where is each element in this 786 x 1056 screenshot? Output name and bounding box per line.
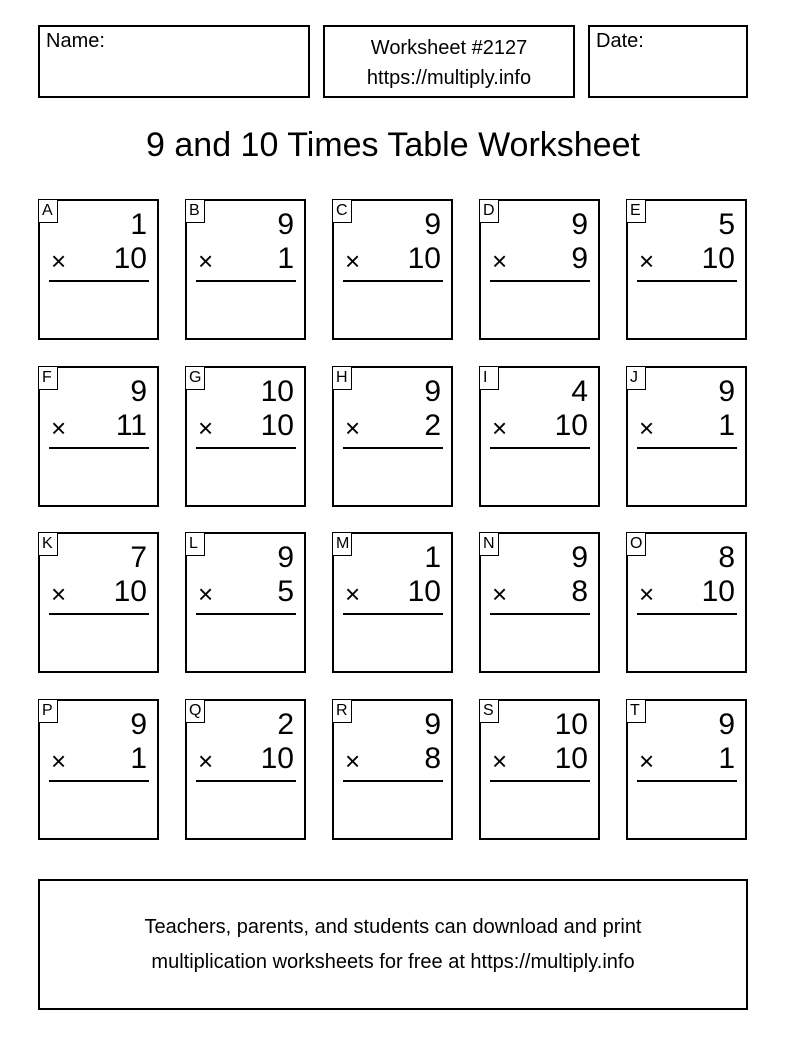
multiplier: 1 — [277, 242, 294, 275]
answer-line — [196, 780, 296, 782]
problem-card[interactable] — [626, 366, 747, 507]
multiplier: 10 — [260, 409, 294, 442]
times-sign: × — [639, 579, 655, 609]
multiplier: 10 — [407, 242, 441, 275]
answer-line — [343, 780, 443, 782]
footer-line-2: multiplication worksheets for free at https://multiply.info — [151, 951, 635, 973]
problem-label: D — [479, 199, 499, 223]
multiplier: 10 — [554, 742, 588, 775]
problem-label: C — [332, 199, 352, 223]
multiplier: 5 — [277, 575, 294, 608]
multiplicand: 9 — [571, 208, 588, 241]
multiplier: 2 — [424, 409, 441, 442]
multiplicand: 9 — [424, 208, 441, 241]
times-sign: × — [198, 746, 214, 776]
multiplier: 1 — [130, 742, 147, 775]
answer-line — [49, 447, 149, 449]
problem-card[interactable] — [332, 532, 453, 673]
multiplier: 8 — [424, 742, 441, 775]
problem-card[interactable] — [332, 199, 453, 340]
problem-card[interactable] — [332, 366, 453, 507]
multiplier: 11 — [115, 409, 147, 442]
problem-card[interactable] — [185, 366, 306, 507]
problem-card[interactable] — [332, 699, 453, 840]
multiplicand: 10 — [260, 375, 294, 408]
problem-label: J — [626, 366, 646, 390]
multiplicand: 9 — [424, 708, 441, 741]
problem-label: I — [479, 366, 499, 390]
times-sign: × — [51, 246, 67, 276]
problem-label: N — [479, 532, 499, 556]
answer-line — [49, 780, 149, 782]
answer-line — [637, 780, 737, 782]
times-sign: × — [345, 413, 361, 443]
problem-label: S — [479, 699, 499, 723]
problem-label: Q — [185, 699, 205, 723]
multiplier: 10 — [113, 575, 147, 608]
answer-line — [490, 447, 590, 449]
times-sign: × — [492, 413, 508, 443]
answer-line — [637, 280, 737, 282]
problem-card[interactable] — [626, 699, 747, 840]
problem-card[interactable] — [38, 699, 159, 840]
multiplier: 1 — [718, 409, 735, 442]
multiplier: 8 — [571, 575, 588, 608]
multiplicand: 9 — [718, 708, 735, 741]
multiplicand: 9 — [277, 541, 294, 574]
problem-label: K — [38, 532, 58, 556]
problem-card[interactable] — [479, 532, 600, 673]
problem-card[interactable] — [38, 532, 159, 673]
answer-line — [196, 280, 296, 282]
multiplicand: 9 — [130, 708, 147, 741]
multiplier: 10 — [260, 742, 294, 775]
multiplier: 10 — [554, 409, 588, 442]
worksheet-number: Worksheet #2127 — [370, 37, 528, 59]
answer-line — [343, 613, 443, 615]
problem-card[interactable] — [38, 199, 159, 340]
times-sign: × — [492, 579, 508, 609]
problem-label: T — [626, 699, 646, 723]
page-title: 9 and 10 Times Table Worksheet — [146, 126, 640, 164]
answer-line — [49, 280, 149, 282]
times-sign: × — [51, 579, 67, 609]
problem-card[interactable] — [185, 532, 306, 673]
footer-line-1: Teachers, parents, and students can download and print — [144, 916, 642, 938]
multiplicand: 7 — [130, 541, 147, 574]
multiplicand: 8 — [718, 541, 735, 574]
problem-card[interactable] — [38, 366, 159, 507]
multiplicand: 10 — [554, 708, 588, 741]
multiplicand: 2 — [277, 708, 294, 741]
problem-card[interactable] — [479, 366, 600, 507]
multiplicand: 9 — [424, 375, 441, 408]
times-sign: × — [345, 579, 361, 609]
problem-card[interactable] — [479, 199, 600, 340]
problem-label: M — [332, 532, 352, 556]
answer-line — [343, 447, 443, 449]
times-sign: × — [198, 246, 214, 276]
answer-line — [196, 447, 296, 449]
footer-box — [38, 879, 748, 1010]
problem-label: B — [185, 199, 205, 223]
problem-label: O — [626, 532, 646, 556]
multiplicand: 9 — [571, 541, 588, 574]
problem-card[interactable] — [185, 199, 306, 340]
name-label: Name: — [46, 30, 105, 52]
times-sign: × — [198, 579, 214, 609]
multiplier: 10 — [701, 575, 735, 608]
multiplicand: 1 — [130, 208, 147, 241]
answer-line — [637, 613, 737, 615]
problem-label: R — [332, 699, 352, 723]
multiplier: 10 — [701, 242, 735, 275]
multiplier: 10 — [113, 242, 147, 275]
answer-line — [490, 280, 590, 282]
times-sign: × — [639, 746, 655, 776]
problem-label: G — [185, 366, 205, 390]
times-sign: × — [51, 746, 67, 776]
multiplier: 9 — [571, 242, 588, 275]
problem-label: L — [185, 532, 205, 556]
multiplier: 10 — [407, 575, 441, 608]
multiplicand: 9 — [718, 375, 735, 408]
worksheet-url: https://multiply.info — [366, 67, 532, 89]
answer-line — [490, 613, 590, 615]
multiplicand: 9 — [130, 375, 147, 408]
times-sign: × — [345, 746, 361, 776]
times-sign: × — [492, 246, 508, 276]
times-sign: × — [639, 246, 655, 276]
times-sign: × — [492, 746, 508, 776]
problem-card[interactable] — [626, 199, 747, 340]
problem-label: F — [38, 366, 58, 390]
problem-label: H — [332, 366, 352, 390]
multiplicand: 1 — [424, 541, 441, 574]
multiplicand: 9 — [277, 208, 294, 241]
date-label: Date: — [596, 30, 644, 52]
problem-card[interactable] — [626, 532, 747, 673]
times-sign: × — [198, 413, 214, 443]
answer-line — [343, 280, 443, 282]
problem-card[interactable] — [185, 699, 306, 840]
times-sign: × — [639, 413, 655, 443]
times-sign: × — [51, 413, 67, 443]
answer-line — [49, 613, 149, 615]
problem-card[interactable] — [479, 699, 600, 840]
multiplicand: 4 — [571, 375, 588, 408]
answer-line — [196, 613, 296, 615]
problem-label: P — [38, 699, 58, 723]
problem-label: E — [626, 199, 646, 223]
answer-line — [490, 780, 590, 782]
times-sign: × — [345, 246, 361, 276]
problem-label: A — [38, 199, 58, 223]
multiplier: 1 — [718, 742, 735, 775]
multiplicand: 5 — [718, 208, 735, 241]
answer-line — [637, 447, 737, 449]
